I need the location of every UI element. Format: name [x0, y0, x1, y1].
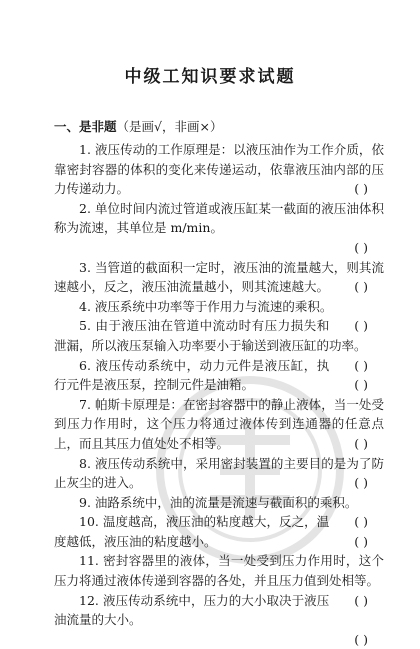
question-text: 液压传动的工作原理是：以液压油作为工作介质，依靠密封容器的体积的变化来传递运动，依靠液压油内部的压力传递动力。 [54, 142, 384, 197]
answer-blank[interactable]: ( ) [354, 475, 368, 491]
question-item [54, 140, 384, 199]
question-number: 3. [79, 259, 91, 275]
question-number: 7. [79, 396, 91, 412]
answer-blank[interactable]: ( ) [354, 533, 368, 549]
answer-blank[interactable]: ( ) [354, 592, 368, 608]
question-text: 密封容器里的液体，当一处受到压力作用时，这个压力将通过液体传递到容器的各处，并且压力值到处相等。 [54, 553, 384, 589]
question-item [54, 395, 384, 454]
answer-blank[interactable]: ( ) [354, 318, 368, 334]
answer-blank[interactable]: ( ) [354, 239, 368, 255]
question-text: 液压传动系统中，动力元件是液压缸，执行元件是液压泵，控制元件是油箱。 [54, 357, 330, 393]
answer-blank[interactable]: ( ) [354, 279, 368, 295]
answer-blank[interactable]: ( ) [354, 357, 368, 373]
question-item [54, 199, 384, 258]
question-item [54, 454, 384, 493]
section-heading: 一、是非题 [54, 119, 117, 134]
question-number: 2. [79, 200, 91, 216]
question-text: 液压传动系统中，采用密封装置的主要目的是为了防止灰尘的进入。 [54, 455, 384, 491]
question-text: 由于液压油在管道中流动时有压力损失和泄漏，所以液压泵输入功率要小于输送到液压缸的功率。 [54, 318, 367, 353]
question-text: 帕斯卡原理是：在密封容器中的静止液体，当一处受到压力作用时，这个压力将通过液体传到连通器的任意点上，而且其压力值处处不相等。 [54, 396, 384, 451]
answer-blank[interactable]: ( ) [354, 631, 368, 647]
question-number: 4. [79, 298, 91, 314]
question-text: 液压传动系统中，压力的大小取决于液压油流量的大小。 [54, 592, 330, 628]
question-number: 12. [79, 592, 99, 608]
question-item [54, 258, 384, 297]
question-number: 1. [79, 142, 91, 157]
answer-blank[interactable]: ( ) [354, 377, 368, 393]
question-number: 6. [79, 357, 91, 373]
question-text: 单位时间内流过管道或液压缸某一截面的液压油体积称为流速，其单位是 m/min。 [54, 200, 384, 236]
question-text: 液压系统中功率等于作用力与流速的乘积。 [94, 298, 333, 314]
question-text: 油路系统中，油的流量是流速与截面积的乘积。 [94, 494, 358, 510]
answer-blank[interactable]: ( ) [354, 181, 368, 197]
question-number: 10. [79, 514, 99, 530]
question-number: 9. [79, 494, 91, 510]
question-number: 5. [79, 318, 91, 334]
question-number: 11. [79, 553, 99, 569]
question-item [54, 297, 384, 334]
section-note: （是画√，非画×） [116, 119, 223, 134]
question-text: 当管道的截面积一定时，液压油的流量越大，则其流速越小，反之，液压油流量越小，则其流速越大。 [54, 259, 384, 295]
question-number: 8. [79, 455, 91, 471]
answer-blank[interactable]: ( ) [354, 435, 368, 451]
section-header [54, 117, 222, 135]
page-title: 中级工知识要求试题 [124, 67, 296, 87]
answer-blank[interactable]: ( ) [354, 514, 368, 530]
question-text: 温度越高，液压油的粘度越大，反之，温度越低，液压油的粘度越小。 [54, 514, 330, 549]
question-list [54, 140, 384, 649]
